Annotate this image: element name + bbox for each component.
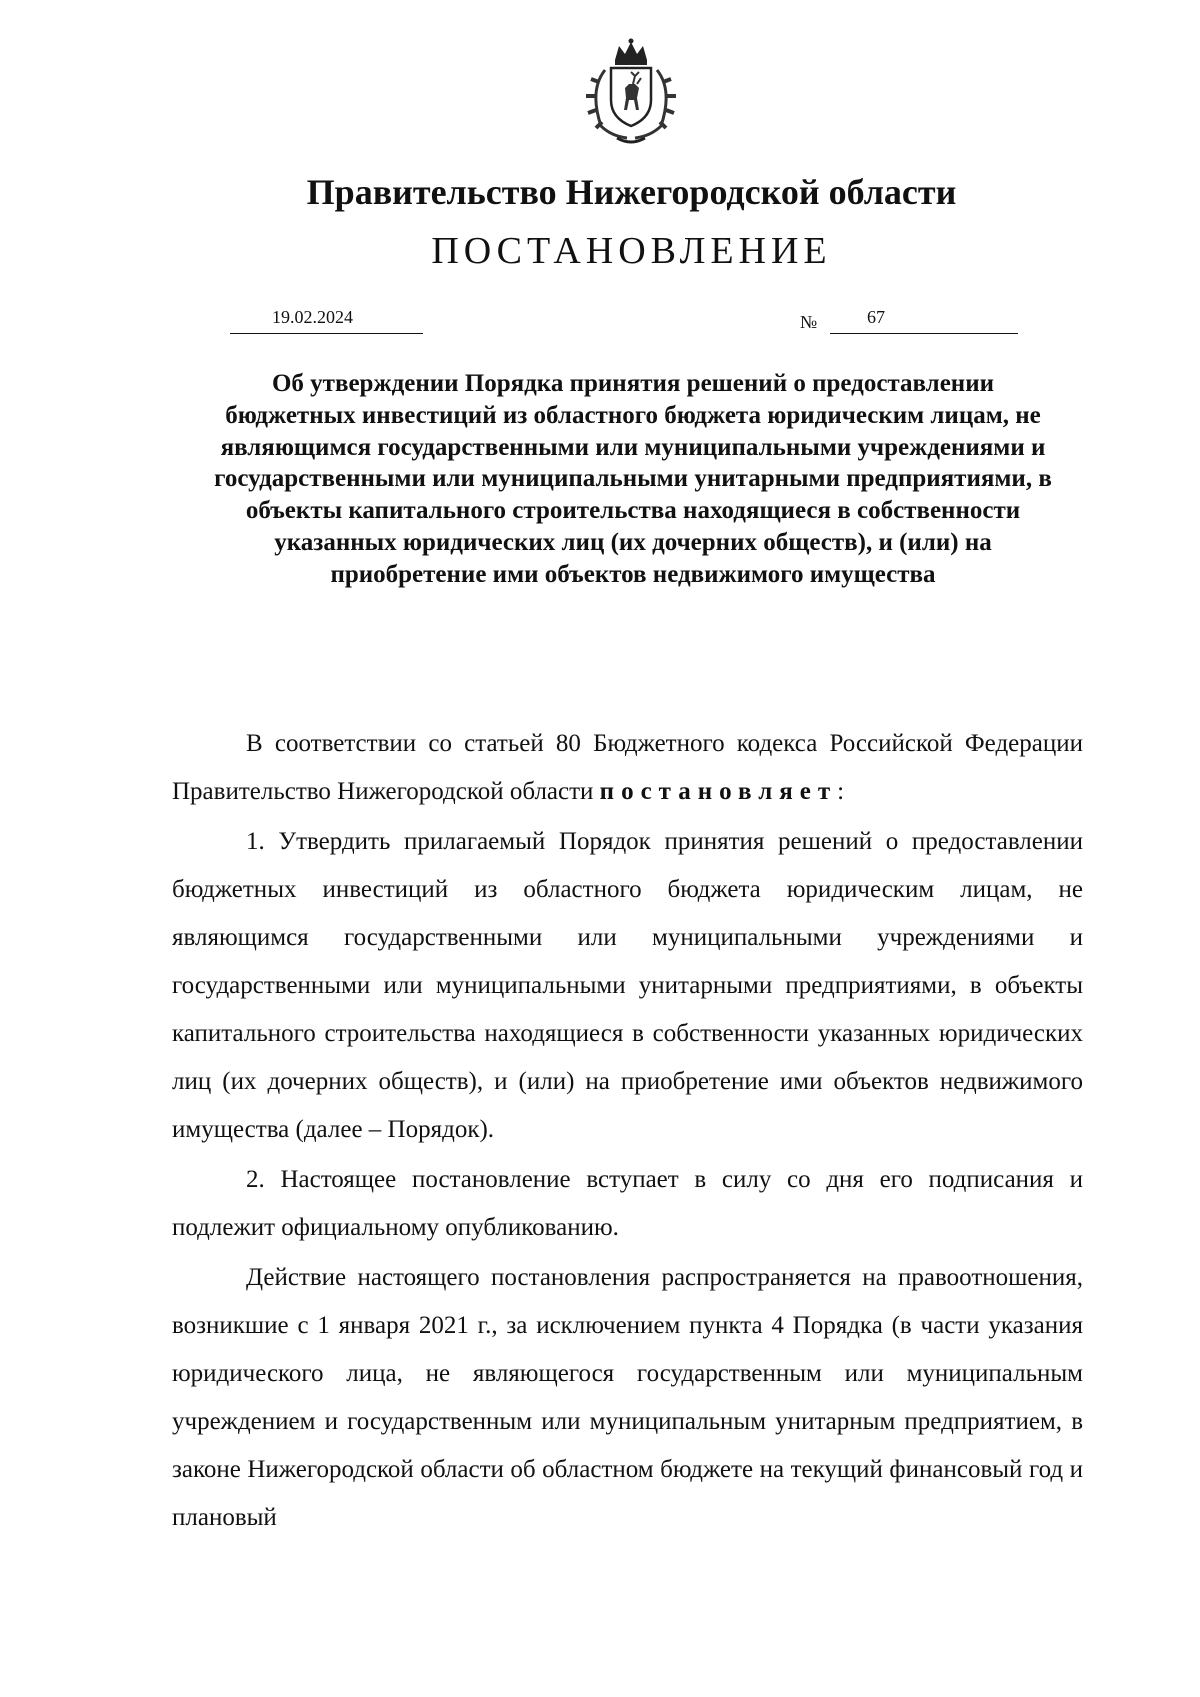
government-title: Правительство Нижегородской области xyxy=(306,172,957,212)
item-2-paragraph: 2. Настоящее постановление вступает в силу со дня его подписания и подлежит официальному опубликованию. xyxy=(172,1166,1083,1241)
document-body xyxy=(172,720,1083,1544)
date-field xyxy=(230,305,423,334)
document-number: 67 xyxy=(867,307,885,327)
number-sign: № xyxy=(800,312,818,332)
preamble-paragraph xyxy=(172,720,1083,816)
document-type: ПОСТАНОВЛЕНИЕ xyxy=(431,230,832,272)
number-field xyxy=(830,305,1018,334)
coat-of-arms-icon xyxy=(575,38,687,146)
preamble-text: В соответствии со статьей 80 Бюджетного кодекса Российской Федерации Правительство Нижегородской области xyxy=(172,730,1083,805)
preamble-end: : xyxy=(837,778,845,805)
document-date: 19.02.2024 xyxy=(272,307,353,327)
preamble-keyword: постановляет xyxy=(599,778,838,805)
item-1-paragraph: 1. Утвердить прилагаемый Порядок принятия решений о предоставлении бюджетных инвестиций из областного бюджета юридическим лицам, не являющимся государственными или муниципальными учреждениями и государственными или муниципальными унитарными предприятиями, в объекты капитального строительства находящиеся в собственности указанных юридических лиц (их дочерних обществ), и (или) на приобретение ими объектов недвижимого имущества (далее – Порядок). xyxy=(172,828,1083,1143)
document-subject: Об утверждении Порядка принятия решений о предоставлении бюджетных инвестиций из областного бюджета юридическим лицам, не являющимся государственными или муниципальными учреждениями и государственными или муниципальными унитарными предприятиями, в объекты капитального строительства находящиеся в собственности указанных юридических лиц (их дочерних обществ), и (или) на приобретение ими объектов недвижимого имущества xyxy=(214,370,1052,588)
item-3-paragraph: Действие настоящего постановления распространяется на правоотношения, возникшие с 1 января 2021 г., за исключением пункта 4 Порядка (в части указания юридического лица, не являющегося государственным или муниципальным учреждением и государственным или муниципальным унитарным предприятием, в законе Нижегородской области об областном бюджете на текущий финансовый год и плановый xyxy=(172,1264,1083,1531)
